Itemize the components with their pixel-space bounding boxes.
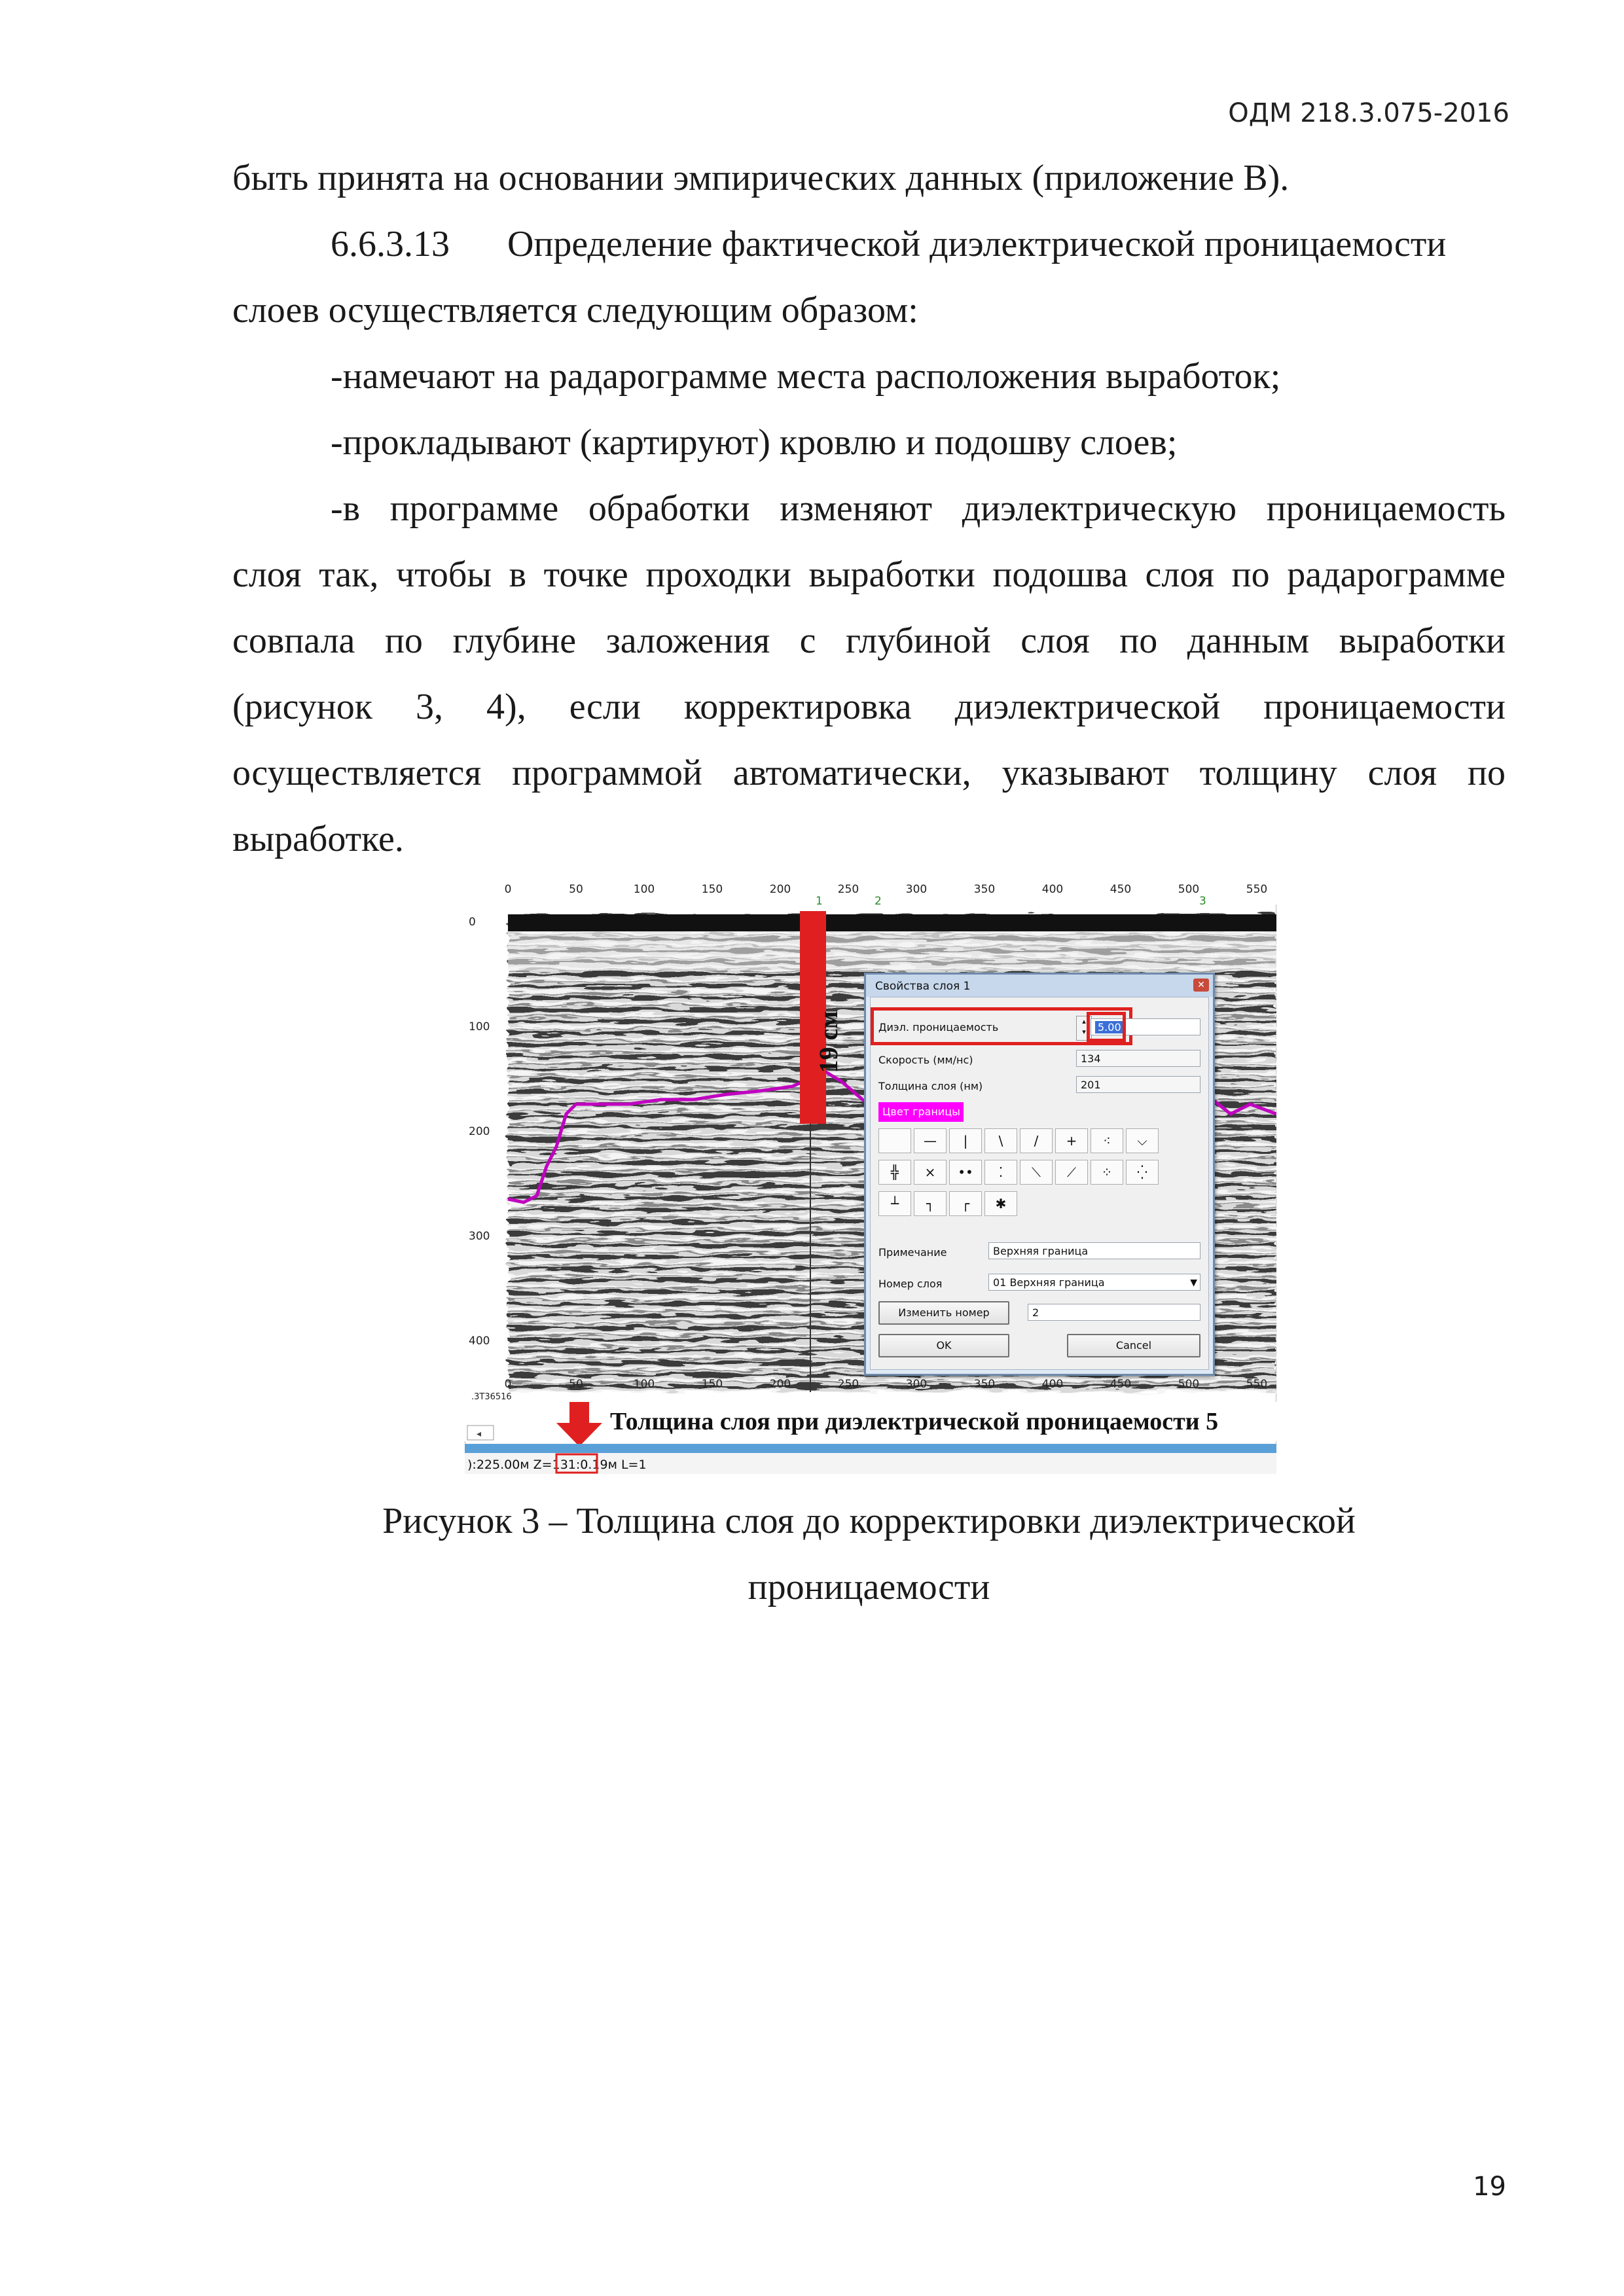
line-style-button[interactable]: ┴ <box>878 1191 911 1216</box>
line-style-button[interactable]: ⌵ <box>1126 1128 1159 1153</box>
speed-field[interactable]: 134 <box>1076 1050 1200 1067</box>
layer-number-value: 01 Верхняя граница <box>993 1276 1105 1289</box>
bullet-line: -в программе обработки изменяют диэлектрическую проницаемость <box>331 488 1506 529</box>
thickness-label: 19 см <box>814 1011 843 1073</box>
axis-tick: 100 <box>469 1020 490 1033</box>
svg-text:◂: ◂ <box>477 1429 482 1439</box>
line-style-button[interactable]: + <box>1055 1128 1088 1153</box>
axis-tick: 450 <box>1110 883 1132 896</box>
axis-tick: 450 <box>1110 1378 1132 1391</box>
text-line: слоев осуществляется следующим образом: <box>232 290 918 331</box>
item-number: 6.6.3.13 <box>331 224 450 264</box>
marker-label: 1 <box>816 895 823 908</box>
file-code: .3T36516 <box>471 1392 512 1402</box>
change-number-field[interactable]: 2 <box>1028 1304 1200 1321</box>
axis-tick: 500 <box>1178 883 1200 896</box>
status-bar-text: ):225.00м Z=131:0.19м L=1 <box>467 1458 647 1472</box>
axis-tick: 100 <box>633 883 655 896</box>
axis-tick: 150 <box>701 883 723 896</box>
axis-tick: 250 <box>837 1378 859 1391</box>
bullet-line: осуществляется программой автоматически, указывают толщину слоя по <box>232 753 1506 793</box>
axis-tick: 350 <box>973 883 996 896</box>
item-text: Определение фактической диэлектрической проницаемости <box>507 224 1447 264</box>
axis-tick: 500 <box>1178 1378 1200 1391</box>
axis-tick: 50 <box>569 883 583 896</box>
line-style-button[interactable] <box>878 1128 911 1153</box>
axis-tick: 150 <box>701 1378 723 1391</box>
line-style-button[interactable]: ⁖ <box>1091 1128 1123 1153</box>
line-style-button[interactable]: ✱ <box>984 1191 1017 1216</box>
bullet-line: совпала по глубине заложения с глубиной слоя по данным выработки <box>232 620 1506 661</box>
axis-tick: 400 <box>1041 883 1064 896</box>
axis-tick: 250 <box>837 883 859 896</box>
page-number: 19 <box>1473 2172 1506 2202</box>
document-code: ОДМ 218.3.075-2016 <box>1228 98 1509 128</box>
axis-tick: 350 <box>973 1378 996 1391</box>
axis-tick: 0 <box>504 883 512 896</box>
dialog-body <box>870 997 1209 1370</box>
axis-tick: 0 <box>469 916 476 929</box>
line-style-button[interactable]: ⟋ <box>1055 1160 1088 1185</box>
chevron-down-icon[interactable]: ▼ <box>1190 1278 1197 1288</box>
line-style-button[interactable]: ⁚ <box>984 1160 1017 1185</box>
bullet-item: -прокладывают (картируют) кровлю и подошву слоев; <box>331 422 1178 463</box>
layer-number-select[interactable] <box>988 1274 1200 1291</box>
permittivity-spinner[interactable]: ▴ ▾ <box>1076 1016 1092 1041</box>
axis-tick: 100 <box>633 1378 655 1391</box>
radargram-figure <box>465 878 1276 1474</box>
line-style-button[interactable]: ⁛ <box>1126 1160 1159 1185</box>
figure-caption <box>232 1488 1506 1621</box>
line-style-button[interactable]: •• <box>949 1160 982 1185</box>
boundary-color-button[interactable]: Цвет границы <box>878 1102 964 1122</box>
text-line: быть принята на основании эмпирических данных (приложение В). <box>232 158 1290 198</box>
dialog-titlebar <box>866 975 1213 997</box>
line-style-button[interactable]: \ <box>984 1128 1017 1153</box>
change-number-button[interactable]: Изменить номер <box>878 1301 1009 1325</box>
axis-tick: 400 <box>1041 1378 1064 1391</box>
axis-tick: 400 <box>469 1335 490 1348</box>
close-icon[interactable]: ✕ <box>1193 978 1209 992</box>
line-style-button[interactable]: | <box>949 1128 982 1153</box>
line-style-button[interactable]: ┐ <box>914 1191 947 1216</box>
axis-tick: 0 <box>504 1378 512 1391</box>
bullet-line: выработке. <box>232 819 404 859</box>
line-style-button[interactable]: ⟍ <box>1020 1160 1053 1185</box>
item-heading <box>232 211 1506 278</box>
marker-label: 2 <box>875 895 882 908</box>
note-label: Примечание <box>878 1246 947 1259</box>
line-style-button[interactable]: ┌ <box>949 1191 982 1216</box>
line-style-button[interactable]: / <box>1020 1128 1053 1153</box>
line-style-button[interactable]: — <box>914 1128 947 1153</box>
thickness-field[interactable]: 201 <box>1076 1076 1200 1093</box>
layer-number-label: Номер слоя <box>878 1278 943 1290</box>
body-text <box>232 145 1506 872</box>
permittivity-value: 5.00 <box>1095 1021 1124 1033</box>
axis-tick: 200 <box>769 1378 791 1391</box>
axis-tick: 200 <box>769 883 791 896</box>
caption-line: проницаемости <box>748 1567 990 1607</box>
line-style-button[interactable]: × <box>914 1160 947 1185</box>
dialog-title: Свойства слоя 1 <box>875 980 971 993</box>
axis-tick: 550 <box>1246 1378 1268 1391</box>
axis-tick: 300 <box>905 1378 928 1391</box>
thickness-field-label: Толщина слоя (нм) <box>878 1080 983 1092</box>
axis-tick: 550 <box>1246 883 1268 896</box>
line-style-button[interactable]: ╬ <box>878 1160 911 1185</box>
note-field[interactable]: Верхняя граница <box>988 1242 1200 1259</box>
ok-button[interactable]: OK <box>878 1334 1009 1357</box>
cancel-button[interactable]: Cancel <box>1067 1334 1200 1357</box>
axis-tick: 200 <box>469 1125 490 1138</box>
speed-label: Скорость (мм/нс) <box>878 1054 973 1066</box>
axis-tick: 50 <box>569 1378 583 1391</box>
caption-line: Рисунок 3 – Толщина слоя до корректировки диэлектрической <box>382 1501 1356 1541</box>
bullet-line: (рисунок 3, 4), если корректировка диэлектрической проницаемости <box>232 687 1506 727</box>
marker-label: 3 <box>1199 895 1206 908</box>
permittivity-label: Диэл. проницаемость <box>878 1021 999 1033</box>
thickness-annotation: Толщина слоя при диэлектрической проницаемости 5 <box>610 1408 1219 1435</box>
bullet-item: -намечают на радарограмме места расположения выработок; <box>331 356 1281 397</box>
bullet-line: слоя так, чтобы в точке проходки выработки подошва слоя по радарограмме <box>232 554 1506 595</box>
layer-properties-dialog <box>864 973 1215 1376</box>
value-highlight <box>1087 1012 1126 1042</box>
axis-tick: 300 <box>469 1230 490 1243</box>
axis-tick: 300 <box>905 883 928 896</box>
line-style-button[interactable]: ⁘ <box>1091 1160 1123 1185</box>
